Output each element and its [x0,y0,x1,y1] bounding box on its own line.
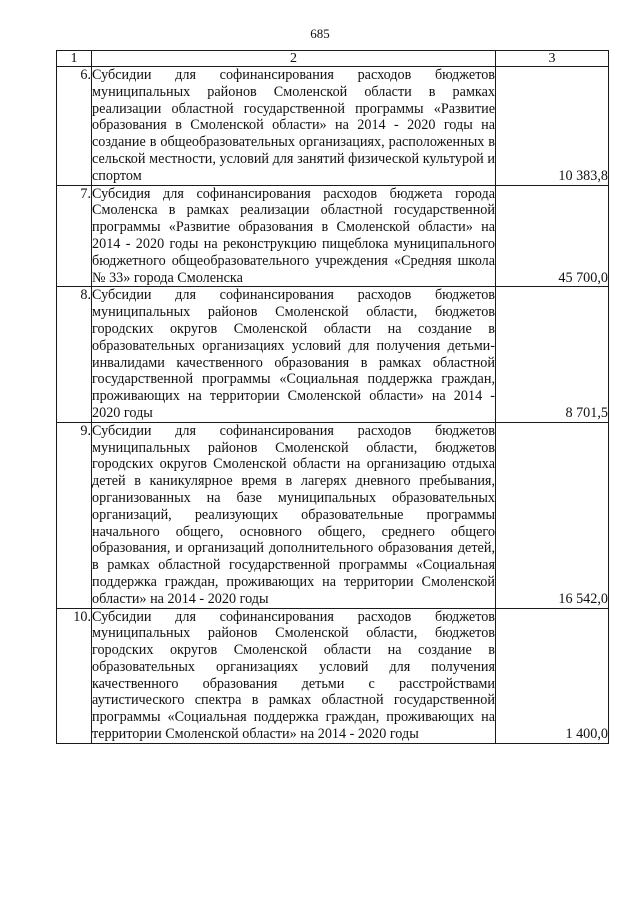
column-header-number: 1 [57,51,92,67]
column-header-amount: 3 [496,51,609,67]
row-amount: 16 542,0 [496,422,609,608]
table-row [57,67,609,186]
row-number: 8. [57,287,92,422]
row-number: 10. [57,608,92,743]
row-description: Субсидии для софинансирования расходов бюджетов муниципальных районов Смоленской области в рамках реализации областной государственной программы «Развитие образования в Смоленской области» на 2014 - 2020 годы на создание в общеобразовательных организациях, расположенных в сельской местности, условий для занятий физической культурой и спортом [92,67,495,184]
table-row [57,608,609,743]
row-amount: 1 400,0 [496,608,609,743]
row-description: Субсидии для софинансирования расходов бюджетов муниципальных районов Смоленской области, бюджетов городских округов Смоленской области на создание в образовательных организациях условий для получения детьми-инвалидами качественного образования в рамках областной государственной программы «Социальная поддержка граждан, проживающих на территории Смоленской области» на 2014 - 2020 годы [92,287,495,421]
table-header-row [57,51,609,67]
table-row [57,287,609,422]
page-number: 685 [310,26,330,41]
row-amount: 45 700,0 [496,185,609,287]
row-number: 6. [57,67,92,186]
row-amount: 10 383,8 [496,67,609,186]
column-header-description: 2 [92,51,496,67]
row-description: Субсидии для софинансирования расходов бюджетов муниципальных районов Смоленской области, бюджетов городских округов Смоленской области на создание в образовательных организациях условий для получения качественного образования детьми с расстройствами аутистического спектра в рамках областной государственной программы «Социальная поддержка граждан, проживающих на территории Смоленской области» на 2014 - 2020 годы [92,608,495,743]
subsidies-table [56,50,609,744]
table-row [57,422,609,608]
table-row [57,185,609,287]
row-description: Субсидии для софинансирования расходов бюджетов муниципальных районов Смоленской области, бюджетов городских округов Смоленской области на организацию отдыха детей в каникулярное время в лагерях дневного пребывания, организованных на базе муниципальных образовательных организаций, реализующих образовательные программы начального общего, основного общего, среднего общего образования, и организаций дополнительного образования детей, в рамках областной государственной программы «Социальная поддержка граждан, проживающих на территории Смоленской области» на 2014 - 2020 годы [92,422,495,607]
row-number: 9. [57,422,92,608]
row-number: 7. [57,185,92,287]
row-amount: 8 701,5 [496,287,609,422]
row-description: Субсидия для софинансирования расходов бюджета города Смоленска в рамках реализации областной государственной программы «Развитие образования в Смоленской области» на 2014 - 2020 годы на реконструкцию пищеблока муниципального бюджетного общеобразовательного учреждения «Средняя школа № 33» города Смоленска [92,185,495,286]
